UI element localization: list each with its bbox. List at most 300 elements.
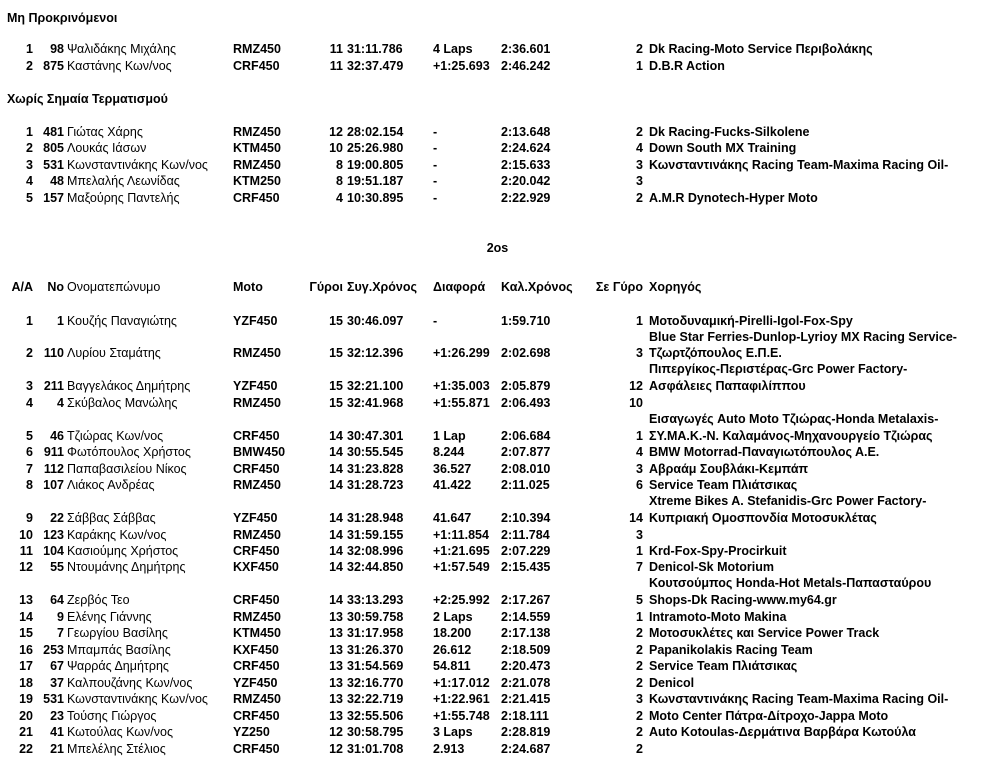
cell-name: Ψαλιδάκης Μιχάλης (67, 42, 176, 56)
cell-name: Σάββας Σάββας (67, 511, 156, 525)
cell-bestlap: 10 (629, 396, 643, 410)
table-row (0, 741, 995, 757)
cell-pos: 12 (19, 560, 33, 574)
table-row (0, 592, 995, 608)
cell-moto: RMZ450 (233, 158, 281, 172)
cell-laps: 13 (329, 692, 343, 706)
cell-name: Κωνσταντινάκης Κων/νος (67, 692, 208, 706)
cell-total: 31:26.370 (347, 643, 404, 657)
cell-total: 28:02.154 (347, 125, 404, 139)
cell-no: 531 (43, 692, 64, 706)
cell-moto: RMZ450 (233, 478, 281, 492)
cell-sponsor: Denicol (649, 676, 695, 690)
cell-name: Κωτούλας Κων/νος (67, 725, 173, 739)
cell-total: 32:21.100 (347, 379, 404, 393)
cell-diff: - (433, 314, 438, 328)
cell-diff: +1:21.695 (433, 544, 490, 558)
cell-no: 4 (57, 396, 64, 410)
cell-bestlap: 2 (636, 659, 643, 673)
cell-name: Βαγγελάκος Δημήτρης (67, 379, 191, 393)
cell-sponsor: Service Team Πλιάτσικας (649, 659, 798, 673)
cell-laps: 14 (329, 593, 343, 607)
cell-total: 32:41.968 (347, 396, 404, 410)
cell-laps: 14 (329, 560, 343, 574)
cell-name: Παπαβασιλείου Νίκος (67, 462, 187, 476)
table-row (0, 378, 995, 394)
cell-total: 33:13.293 (347, 593, 404, 607)
cell-name: Μπελαλής Λεωνίδας (67, 174, 180, 188)
cell-sponsor: Κουτσούμπος Honda-Hot Metals-Παπασταύρου (649, 576, 932, 590)
cell-sponsor: Πιπεργίκος-Περιστέρας-Grc Power Factory- (649, 362, 908, 376)
cell-name: Καλπουζάνης Κων/νος (67, 676, 193, 690)
cell-pos: 5 (26, 191, 33, 205)
cell-pos: 9 (26, 511, 33, 525)
cell-total: 30:46.097 (347, 314, 404, 328)
table-row (0, 58, 995, 74)
cell-best: 2:20.042 (501, 174, 551, 188)
cell-pos: 16 (19, 643, 33, 657)
cell-name: Μαξούρης Παντελής (67, 191, 180, 205)
cell-diff: 36.527 (433, 462, 472, 476)
cell-pos: 17 (19, 659, 33, 673)
cell-bestlap: 2 (636, 626, 643, 640)
cell-name: Γεωργίου Βασίλης (67, 626, 168, 640)
cell-no: 110 (43, 346, 64, 360)
cell-laps: 12 (329, 725, 343, 739)
cell-bestlap: 4 (636, 445, 643, 459)
cell-sponsor: Αβραάμ Σουβλάκι-Κεμπάπ (649, 462, 809, 476)
cell-laps: 12 (329, 742, 343, 756)
cell-no: 41 (50, 725, 64, 739)
cell-total: 31:59.155 (347, 528, 404, 542)
cell-pos: 15 (19, 626, 33, 640)
cell-pos: 21 (19, 725, 33, 739)
cell-laps: 4 (336, 191, 343, 205)
cell-pos: Α/Α (11, 280, 33, 294)
cell-pos: 2 (26, 346, 33, 360)
cell-total: 31:54.569 (347, 659, 404, 673)
cell-name: Καστάνης Κων/νος (67, 59, 172, 73)
cell-best: 2:13.648 (501, 125, 551, 139)
cell-diff: +1:57.549 (433, 560, 490, 574)
cell-diff: +2:25.992 (433, 593, 490, 607)
cell-sponsor: Moto Center Πάτρα-Δίτροχο-Jappa Moto (649, 709, 889, 723)
cell-moto: YZF450 (233, 379, 278, 393)
cell-bestlap: 3 (636, 174, 643, 188)
cell-best: 1:59.710 (501, 314, 551, 328)
cell-total: 31:28.723 (347, 478, 404, 492)
table-row (0, 724, 995, 740)
cell-laps: 14 (329, 544, 343, 558)
cell-best: 2:14.559 (501, 610, 551, 624)
cell-moto: CRF450 (233, 742, 280, 756)
cell-pos: 1 (26, 125, 33, 139)
cell-laps: 14 (329, 429, 343, 443)
table-row (0, 510, 995, 526)
cell-pos: 13 (19, 593, 33, 607)
cell-best: 2:21.078 (501, 676, 551, 690)
cell-no: 481 (43, 125, 64, 139)
cell-sponsor: Blue Star Ferries-Dunlop-Lyrioy MX Racing Service- (649, 330, 957, 344)
cell-best: 2:11.784 (501, 528, 550, 542)
table-row (0, 173, 995, 189)
cell-moto: CRF450 (233, 59, 280, 73)
cell-name: Λουκάς Ιάσων (67, 141, 147, 155)
table-row (0, 477, 995, 493)
cell-laps: 15 (329, 396, 343, 410)
cell-sponsor: Papanikolakis Racing Team (649, 643, 813, 657)
cell-laps: 13 (329, 626, 343, 640)
cell-laps: 14 (329, 445, 343, 459)
cell-bestlap: 2 (636, 676, 643, 690)
cell-sponsor: Dk Racing-Moto Service Περιβολάκης (649, 42, 873, 56)
cell-total: 32:44.850 (347, 560, 404, 574)
cell-best: 2:07.877 (501, 445, 551, 459)
cell-bestlap: 6 (636, 478, 643, 492)
cell-best: 2:46.242 (501, 59, 551, 73)
cell-sponsor: Intramoto-Moto Makina (649, 610, 787, 624)
cell-laps: 15 (329, 379, 343, 393)
cell-pos: 1 (26, 42, 33, 56)
cell-total: 25:26.980 (347, 141, 404, 155)
cell-no: 211 (43, 379, 64, 393)
cell-moto: Moto (233, 280, 263, 294)
cell-pos: 3 (26, 379, 33, 393)
cell-best: 2:06.493 (501, 396, 551, 410)
cell-sponsor: Κωνσταντινάκης Racing Team-Maxima Racing Oil- (649, 158, 949, 172)
cell-total: 31:28.948 (347, 511, 404, 525)
cell-diff: +1:55.748 (433, 709, 490, 723)
cell-diff: 3 Laps (433, 725, 473, 739)
cell-best: 2:08.010 (501, 462, 551, 476)
cell-pos: 6 (26, 445, 33, 459)
cell-total: 32:22.719 (347, 692, 404, 706)
cell-laps: 13 (329, 610, 343, 624)
cell-best: 2:07.229 (501, 544, 551, 558)
cell-moto: RMZ450 (233, 610, 281, 624)
cell-bestlap: 3 (636, 692, 643, 706)
cell-total: 32:55.506 (347, 709, 404, 723)
cell-pos: 3 (26, 158, 33, 172)
cell-bestlap: 2 (636, 725, 643, 739)
cell-sponsor: Εισαγωγές Auto Moto Τζιώρας-Honda Metalaxis- (649, 412, 939, 426)
cell-bestlap: 3 (636, 158, 643, 172)
cell-bestlap: 2 (636, 125, 643, 139)
cell-name: Κασιούμης Χρήστος (67, 544, 179, 558)
cell-name: Φωτόπουλος Χρήστος (67, 445, 191, 459)
cell-moto: CRF450 (233, 709, 280, 723)
cell-bestlap: 2 (636, 643, 643, 657)
cell-no: 37 (50, 676, 64, 690)
cell-sponsor: D.B.R Action (649, 59, 725, 73)
cell-sponsor: ΣΥ.ΜΑ.Κ.-Ν. Καλαμάνος-Μηχανουργείο Τζιώρας (649, 429, 933, 443)
cell-diff: - (433, 191, 438, 205)
cell-best: 2:05.879 (501, 379, 551, 393)
cell-laps: 14 (329, 528, 343, 542)
cell-laps: 11 (329, 42, 343, 56)
cell-diff: 8.244 (433, 445, 465, 459)
cell-no: 48 (50, 174, 64, 188)
cell-sponsor: BMW Motorrad-Παναγιωτόπουλος Α.Ε. (649, 445, 880, 459)
sponsor-continuation (0, 329, 995, 345)
cell-bestlap: 5 (636, 593, 643, 607)
cell-no: 7 (57, 626, 64, 640)
cell-best: 2:20.473 (501, 659, 551, 673)
cell-best: 2:24.624 (501, 141, 551, 155)
table-row (0, 609, 995, 625)
cell-name: Τούσης Γιώργος (67, 709, 157, 723)
sponsor-continuation (0, 493, 995, 509)
cell-sponsor: Κυπριακή Ομοσπονδία Μοτοσυκλέτας (649, 511, 877, 525)
cell-bestlap: 2 (636, 191, 643, 205)
cell-moto: RMZ450 (233, 528, 281, 542)
cell-name: Μπαμπάς Βασίλης (67, 643, 171, 657)
cell-name: Καράκης Κων/νος (67, 528, 167, 542)
cell-moto: KXF450 (233, 643, 279, 657)
cell-name: Μπελέλης Στέλιος (67, 742, 166, 756)
cell-bestlap: 12 (629, 379, 643, 393)
cell-best: 2:15.633 (501, 158, 551, 172)
cell-total: 32:12.396 (347, 346, 404, 360)
cell-moto: CRF450 (233, 462, 280, 476)
table-row (0, 313, 995, 329)
table-row (0, 444, 995, 460)
cell-sponsor: Service Team Πλιάτσικας (649, 478, 798, 492)
cell-pos: 1 (26, 314, 33, 328)
cell-no: 1 (57, 314, 64, 328)
cell-best: Καλ.Χρόνος (501, 280, 573, 294)
cell-sponsor: Χορηγός (649, 280, 702, 294)
cell-pos: 19 (19, 692, 33, 706)
cell-name: Λυρίου Σταμάτης (67, 346, 161, 360)
cell-diff: +1:35.003 (433, 379, 490, 393)
cell-laps: 14 (329, 511, 343, 525)
cell-diff: 41.647 (433, 511, 472, 525)
table-row (0, 395, 995, 411)
cell-best: 2:21.415 (501, 692, 551, 706)
cell-diff: 2.913 (433, 742, 465, 756)
column-header-row (0, 279, 995, 295)
cell-laps: 11 (329, 59, 343, 73)
cell-laps: Γύροι (309, 280, 343, 294)
sponsor-continuation (0, 361, 995, 377)
cell-pos: 18 (19, 676, 33, 690)
cell-moto: CRF450 (233, 659, 280, 673)
cell-total: 30:55.545 (347, 445, 404, 459)
cell-bestlap: 1 (636, 544, 643, 558)
cell-no: 112 (43, 462, 64, 476)
cell-laps: 10 (329, 141, 343, 155)
cell-no: 23 (50, 709, 64, 723)
cell-total: 19:51.187 (347, 174, 404, 188)
cell-no: No (47, 280, 64, 294)
table-row (0, 527, 995, 543)
table-row (0, 461, 995, 477)
cell-moto: RMZ450 (233, 125, 281, 139)
table-row (0, 691, 995, 707)
cell-laps: 13 (329, 643, 343, 657)
cell-diff: 2 Laps (433, 610, 473, 624)
cell-no: 107 (43, 478, 64, 492)
cell-total: 32:16.770 (347, 676, 404, 690)
cell-laps: 14 (329, 478, 343, 492)
table-row (0, 642, 995, 658)
table-row (0, 140, 995, 156)
cell-diff: 26.612 (433, 643, 472, 657)
cell-pos: 4 (26, 174, 33, 188)
cell-name: Ζερβός Τεο (67, 593, 130, 607)
cell-no: 805 (43, 141, 64, 155)
cell-name: Κωνσταντινάκης Κων/νος (67, 158, 208, 172)
cell-name: Κουζής Παναγιώτης (67, 314, 177, 328)
cell-diff: 18.200 (433, 626, 472, 640)
cell-total: 32:08.996 (347, 544, 404, 558)
table-row (0, 543, 995, 559)
cell-diff: 54.811 (433, 659, 471, 673)
table-row (0, 625, 995, 641)
cell-total: 32:37.479 (347, 59, 404, 73)
cell-no: 55 (50, 560, 64, 574)
cell-diff: - (433, 125, 438, 139)
cell-pos: 8 (26, 478, 33, 492)
cell-pos: 4 (26, 396, 33, 410)
cell-no: 104 (43, 544, 64, 558)
table-row (0, 41, 995, 57)
cell-no: 911 (43, 445, 64, 459)
cell-total: 31:11.786 (347, 42, 403, 56)
cell-no: 67 (50, 659, 64, 673)
cell-pos: 5 (26, 429, 33, 443)
cell-moto: KTM450 (233, 626, 281, 640)
cell-pos: 7 (26, 462, 33, 476)
cell-diff: +1:55.871 (433, 396, 490, 410)
cell-best: 2:02.698 (501, 346, 551, 360)
cell-moto: YZF450 (233, 511, 278, 525)
cell-bestlap: 1 (636, 429, 643, 443)
table-row (0, 124, 995, 140)
cell-no: 123 (43, 528, 64, 542)
cell-moto: YZF450 (233, 676, 278, 690)
table-row (0, 675, 995, 691)
cell-laps: 15 (329, 314, 343, 328)
cell-best: 2:24.687 (501, 742, 551, 756)
cell-no: 22 (50, 511, 64, 525)
cell-moto: YZ250 (233, 725, 270, 739)
cell-moto: RMZ450 (233, 346, 281, 360)
cell-total: 30:59.758 (347, 610, 404, 624)
cell-sponsor: Μοτοδυναμική-Pirelli-Igol-Fox-Spy (649, 314, 853, 328)
cell-sponsor: A.M.R Dynotech-Hyper Moto (649, 191, 818, 205)
cell-bestlap: 14 (629, 511, 643, 525)
cell-moto: CRF450 (233, 429, 280, 443)
cell-bestlap: 2 (636, 42, 643, 56)
cell-sponsor: Τζωρτζόπουλος Ε.Π.Ε. (649, 346, 782, 360)
cell-bestlap: 3 (636, 346, 643, 360)
cell-moto: RMZ450 (233, 42, 281, 56)
table-row (0, 428, 995, 444)
table-row (0, 559, 995, 575)
cell-best: 2:22.929 (501, 191, 551, 205)
cell-bestlap: 1 (636, 314, 643, 328)
cell-total: 19:00.805 (347, 158, 404, 172)
cell-best: 2:36.601 (501, 42, 551, 56)
table-row (0, 345, 995, 361)
cell-best: 2:06.684 (501, 429, 551, 443)
cell-laps: 13 (329, 659, 343, 673)
cell-total: 30:58.795 (347, 725, 404, 739)
cell-bestlap: 1 (636, 610, 643, 624)
cell-sponsor: Krd-Fox-Spy-Procirkuit (649, 544, 787, 558)
cell-diff: 4 Laps (433, 42, 473, 56)
cell-sponsor: Auto Kotoulas-Δερμάτινα Βαρβάρα Κωτούλα (649, 725, 916, 739)
cell-laps: 14 (329, 462, 343, 476)
cell-moto: YZF450 (233, 314, 278, 328)
cell-diff: 1 Lap (433, 429, 466, 443)
cell-no: 157 (43, 191, 64, 205)
cell-diff: +1:26.299 (433, 346, 490, 360)
cell-no: 64 (50, 593, 64, 607)
cell-bestlap: 3 (636, 528, 643, 542)
cell-laps: 12 (329, 125, 343, 139)
cell-name: Τζιώρας Κων/νος (67, 429, 164, 443)
cell-sponsor: Xtreme Bikes A. Stefanidis-Grc Power Factory- (649, 494, 927, 508)
cell-total: 31:23.828 (347, 462, 404, 476)
section-heading: Μη Προκρινόμενοι (7, 11, 118, 25)
cell-moto: KXF450 (233, 560, 279, 574)
cell-bestlap: 4 (636, 141, 643, 155)
cell-sponsor: Κωνσταντινάκης Racing Team-Maxima Racing Oil- (649, 692, 949, 706)
cell-laps: 8 (336, 174, 343, 188)
section-heading: Χωρίς Σημαία Τερματισμού (7, 92, 168, 106)
cell-pos: 2 (26, 59, 33, 73)
cell-name: Ψαρράς Δημήτρης (67, 659, 169, 673)
table-row (0, 190, 995, 206)
cell-sponsor: Dk Racing-Fucks-Silkolene (649, 125, 810, 139)
cell-diff: +1:11.854 (433, 528, 489, 542)
cell-sponsor: Ασφάλειες Παπαφιλίππου (649, 379, 806, 393)
cell-pos: 2 (26, 141, 33, 155)
cell-moto: CRF450 (233, 593, 280, 607)
cell-no: 46 (50, 429, 64, 443)
cell-bestlap: Σε Γύρο (595, 280, 643, 294)
sponsor-continuation (0, 411, 995, 427)
table-row (0, 658, 995, 674)
cell-moto: CRF450 (233, 191, 280, 205)
cell-no: 531 (43, 158, 64, 172)
cell-moto: RMZ450 (233, 692, 281, 706)
cell-diff: Διαφορά (433, 280, 486, 294)
cell-best: 2:28.819 (501, 725, 551, 739)
cell-moto: KTM250 (233, 174, 281, 188)
cell-bestlap: 2 (636, 742, 643, 756)
sponsor-continuation (0, 575, 995, 591)
cell-moto: BMW450 (233, 445, 286, 459)
cell-diff: +1:22.961 (433, 692, 490, 706)
cell-bestlap: 1 (636, 59, 643, 73)
cell-bestlap: 3 (636, 462, 643, 476)
cell-laps: 13 (329, 709, 343, 723)
cell-bestlap: 7 (636, 560, 643, 574)
cell-diff: - (433, 158, 438, 172)
cell-diff: +1:17.012 (433, 676, 490, 690)
cell-diff: +1:25.693 (433, 59, 490, 73)
cell-best: 2:18.509 (501, 643, 551, 657)
cell-best: 2:11.025 (501, 478, 550, 492)
table-row (0, 708, 995, 724)
cell-no: 875 (43, 59, 64, 73)
cell-diff: 41.422 (433, 478, 472, 492)
cell-sponsor: Shops-Dk Racing-www.my64.gr (649, 593, 837, 607)
